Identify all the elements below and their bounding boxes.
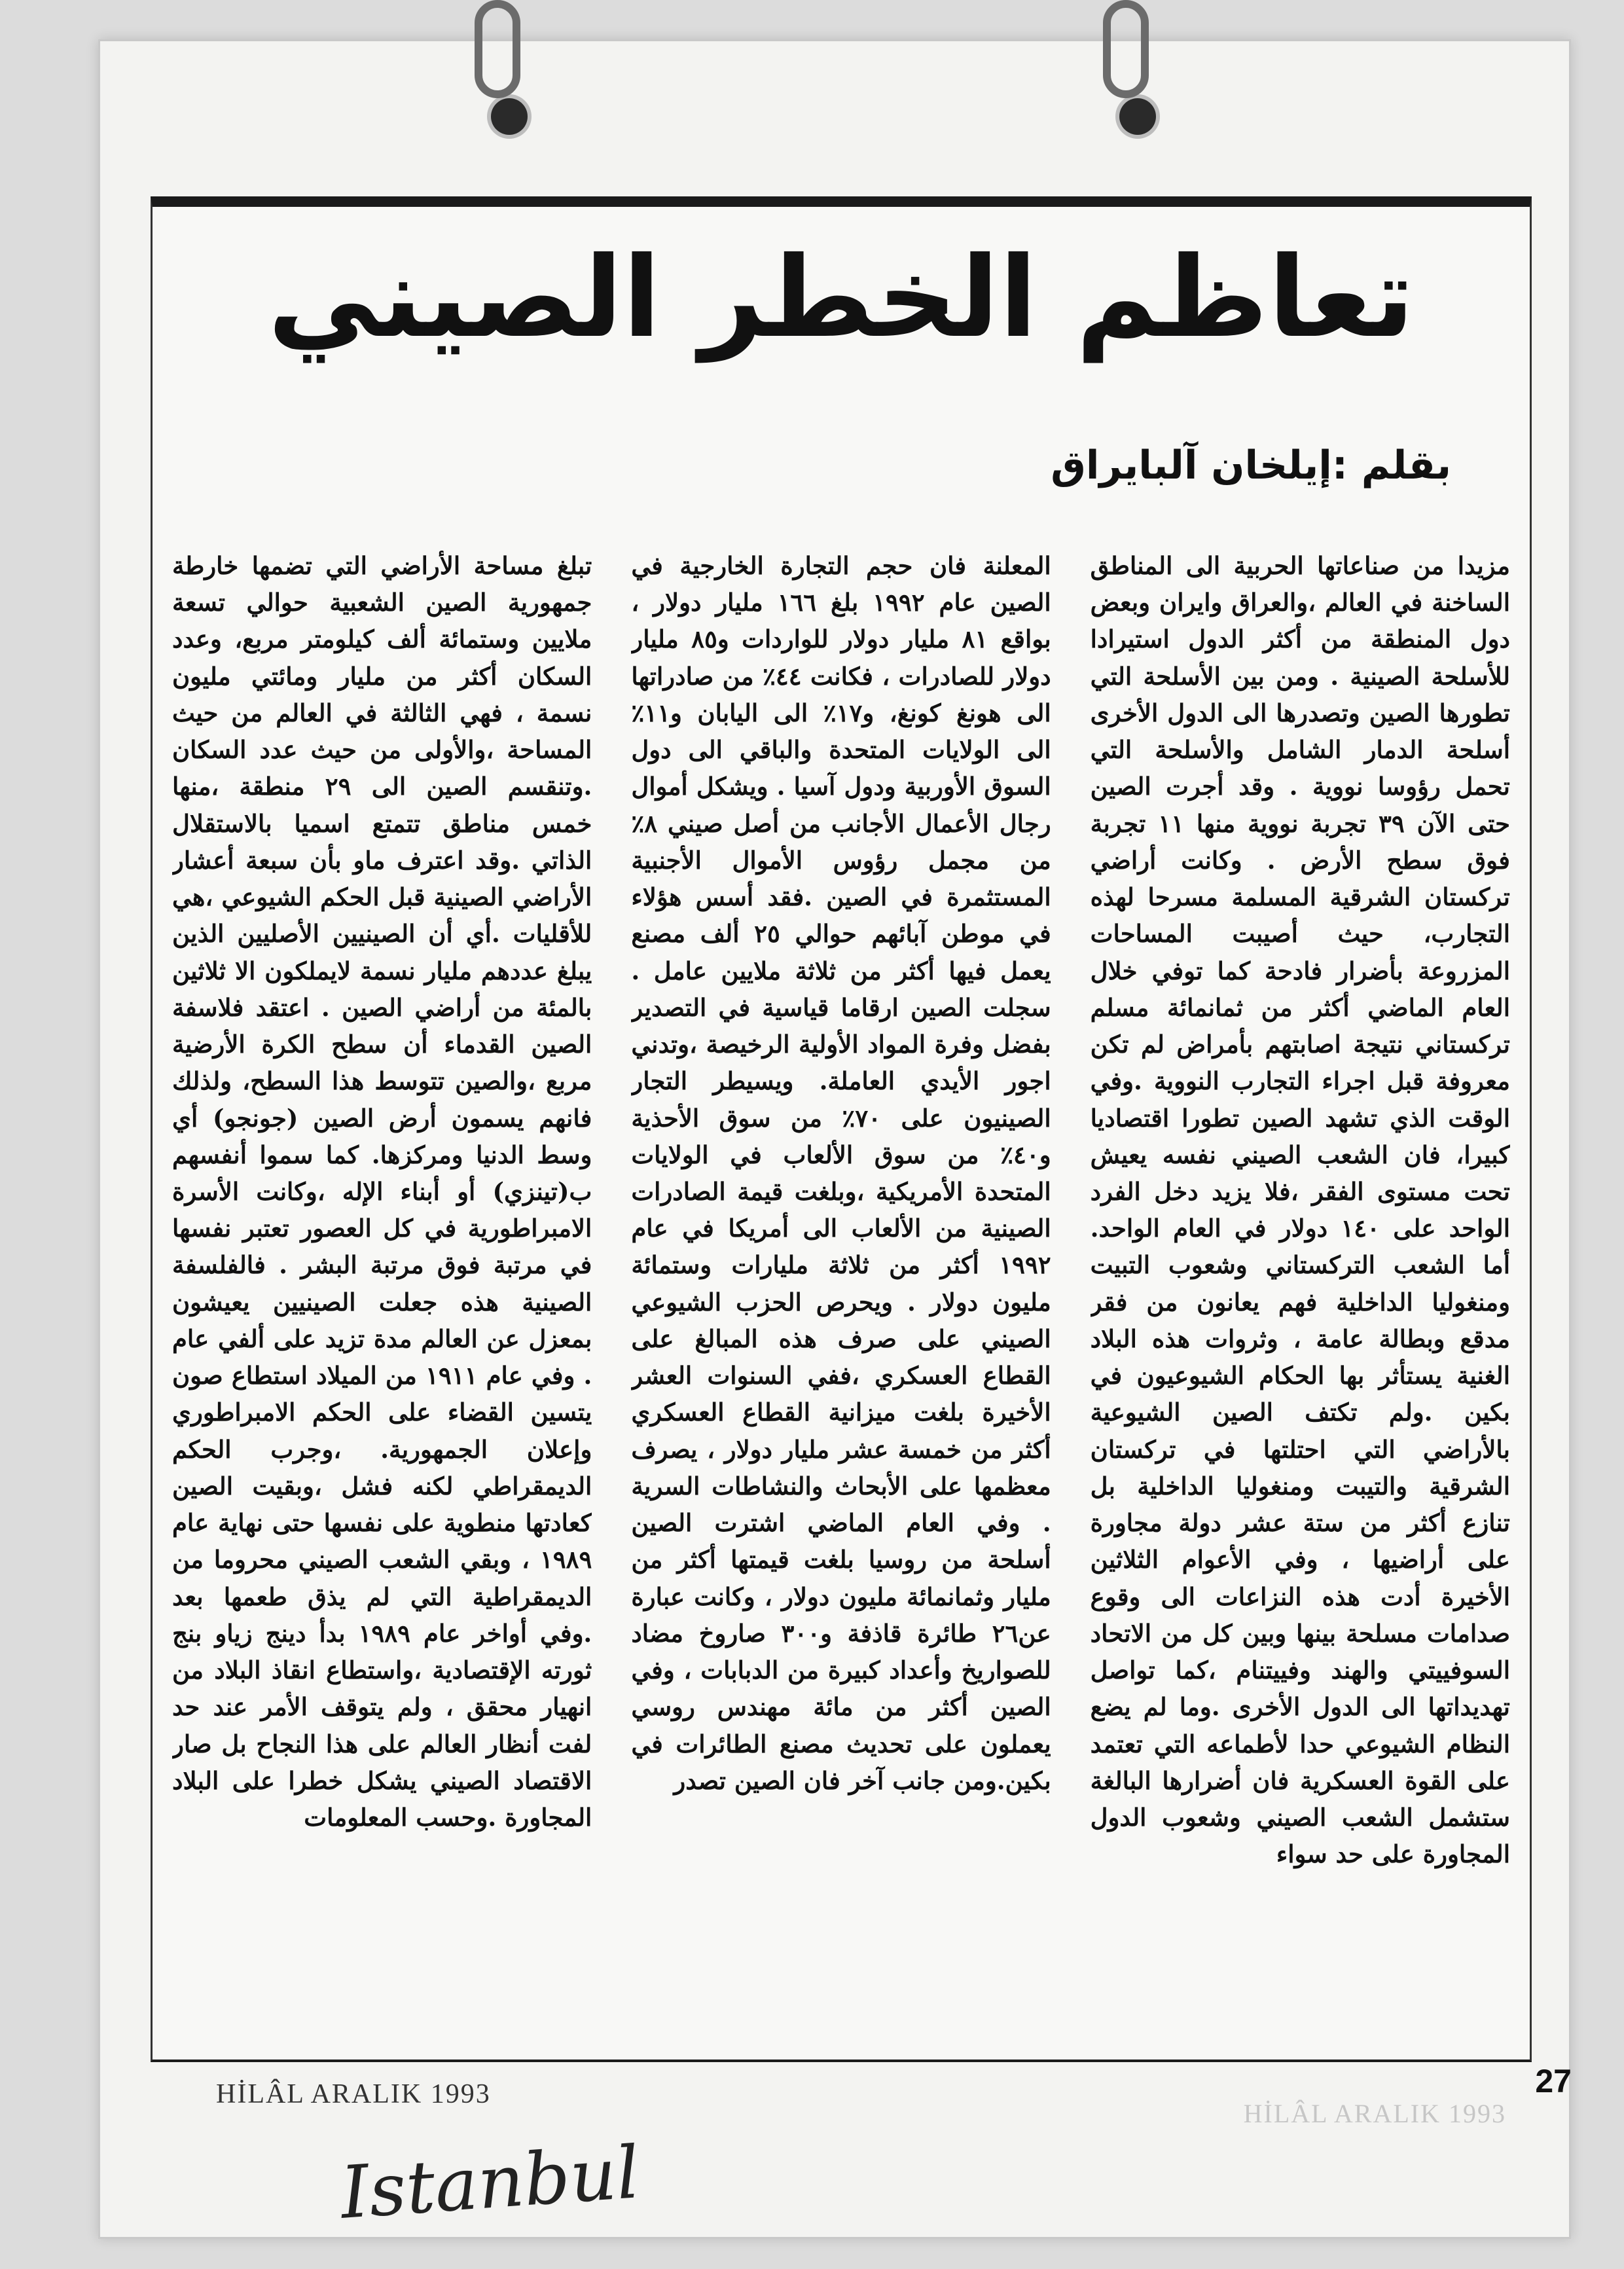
article-columns	[172, 547, 1510, 2040]
article-title: تعاظم الخطر الصيني	[268, 233, 1415, 363]
binder-ring-left	[475, 0, 520, 98]
article-frame	[151, 196, 1532, 2062]
magazine-footer: HİLÂL ARALIK 1993	[216, 2079, 491, 2109]
binder-hole-right	[1119, 98, 1156, 135]
binder-ring-right	[1103, 0, 1149, 98]
article-column-3: مزيدا من صناعاتها الحربية الى المناطق الساخنة في العالم ،والعراق وايران وبعض دول المنطقة من أكثر الدول استيرادا للأسلحة الصينية . ومن بين الأسلحة التي تطورها الصين وتصدرها الى الدول الأخرى أسلحة الدمار الشامل والأسلحة التي تحمل رؤوسا نووية . وقد أجرت الصين حتى الآن ٣٩ تجربة نووية منها ١١ تجربة فوق سطح الأرض . وكانت أراضي تركستان الشرقية المسلمة مسرحا لهذه التجارب، حيث أصيبت المساحات المزروعة بأضرار فادحة كما توفي خلال العام الماضي أكثر من ثمانمائة مسلم تركستاني نتيجة اصابتهم بأمراض لم تكن معروفة قبل اجراء التجارب النووية .وفي الوقت الذي تشهد الصين تطورا اقتصاديا كبيرا، فان الشعب الصيني نفسه يعيش تحت مستوى الفقر ،فلا يزيد دخل الفرد الواحد على ١٤٠ دولار في العام الواحد. أما الشعب التركستاني وشعوب التبيت ومنغوليا الداخلية فهم يعانون من فقر مدقع وبطالة عامة ، وثروات هذه البلاد الغنية يستأثر بها الحكام الشيوعيون في بكين .ولم تكتف الصين الشيوعية بالأراضي التي احتلتها في تركستان الشرقية والتيبت ومنغوليا الداخلية بل تنازع أكثر من ستة عشر دولة مجاورة على أراضيها ، وفي الأعوام الثلاثين الأخيرة أدت هذه النزاعات الى وقوع صدامات مسلحة بينها وبين كل من الاتحاد السوفييتي والهند وفييتنام ،كما تواصل تهديداتها الى الدول الأخرى .وما لم يضع النظام الشيوعي حدا لأطماعه التي تعتمد على القوة العسكرية فان أضرارها البالغة ستشمل الشعب الصيني وشعوب الدول المجاورة على حد سواء	[1090, 551, 1510, 1869]
binder-hole-left	[491, 98, 528, 135]
page-number: 27	[1535, 2063, 1572, 2099]
article-column-2: المعلنة فان حجم التجارة الخارجية في الصين عام ١٩٩٢ بلغ ١٦٦ مليار دولار ، بواقع ٨١ مليار دولار للواردات و٨٥ مليار دولار للصادرات ، فكانت ٤٤٪ من صادراتها الى هونغ كونغ، و١٧٪ الى اليابان و١١٪ الى الولايات المتحدة والباقي الى دول السوق الأوربية ودول آسيا . ويشكل أموال رجال الأعمال الأجانب من أصل صيني ٨٪ من مجمل رؤوس الأموال الأجنبية المستثمرة في الصين .فقد أسس هؤلاء في موطن آبائهم حوالي ٢٥ ألف مصنع يعمل فيها أكثر من ثلاثة ملايين عامل . سجلت الصين ارقاما قياسية في التصدير بفضل وفرة المواد الأولية الرخيصة ،وتدني اجور الأيدي العاملة. ويسيطر التجار الصينيون على ٧٠٪ من سوق الأحذية و٤٠٪ من سوق الألعاب في الولايات المتحدة الأمريكية ،وبلغت قيمة الصادرات الصينية من الألعاب الى أمريكا في عام ١٩٩٢ أكثر من ثلاثة مليارات وستمائة مليون دولار . ويحرص الحزب الشيوعي الصيني على صرف هذه المبالغ على القطاع العسكري ،ففي السنوات العشر الأخيرة بلغت ميزانية القطاع العسكري أكثر من خمسة عشر مليار دولار ، يصرف معظمها على الأبحاث والنشاطات السرية . وفي العام الماضي اشترت الصين أسلحة من روسيا بلغت قيمتها أكثر من مليار وثمانمائة مليون دولار ، وكانت عبارة عن٢٦ طائرة قاذفة و٣٠٠ صاروخ مضاد للصواريخ وأعداد كبيرة من الدبابات ، وفي الصين أكثر من مائة مهندس روسي يعملون على تحديث مصنع الطائرات في بكين.ومن جانب آخر فان الصين تصدر	[631, 551, 1051, 1795]
handwritten-note: Istanbul	[338, 2130, 642, 2235]
magazine-footer-ghost: HİLÂL ARALIK 1993	[1243, 2099, 1506, 2128]
article-byline: بقلم :إيلخان آلبايراق	[1051, 443, 1451, 488]
article-column-1: تبلغ مساحة الأراضي التي تضمها خارطة جمهورية الصين الشعبية حوالي تسعة ملايين وستمائة ألف كيلومتر مربع، وعدد السكان أكثر من مليار ومائتي مليون نسمة ، فهي الثالثة في العالم من حيث المساحة ،والأولى من حيث عدد السكان .وتنقسم الصين الى ٢٩ منطقة ،منها خمس مناطق تتمتع اسميا بالاستقلال الذاتي .وقد اعترف ماو بأن سبعة أعشار الأراضي الصينية قبل الحكم الشيوعي ،هي للأقليات .أي أن الصينيين الأصليين الذين يبلغ عددهم مليار نسمة لايملكون الا ثلاثين بالمئة من أراضي الصين . اعتقد فلاسفة الصين القدماء أن سطح الكرة الأرضية مربع ،والصين تتوسط هذا السطح، ولذلك فانهم يسمون أرض الصين (جونجو) أي وسط الدنيا ومركزها. كما سموا أنفسهم ب(تينزي) أو أبناء الإله ،وكانت الأسرة الامبراطورية في كل العصور تعتبر نفسها في مرتبة فوق مرتبة البشر . فالفلسفة الصينية هذه جعلت الصينيين يعيشون بمعزل عن العالم مدة تزيد على ألفي عام . وفي عام ١٩١١ من الميلاد استطاع صون يتسين القضاء على الحكم الامبراطوري وإعلان الجمهورية. ،وجرب الحكم الديمقراطي لكنه فشل ،وبقيت الصين كعادتها منطوية على نفسها حتى نهاية عام ١٩٨٩ ، وبقي الشعب الصيني محروما من الديمقراطية التي لم يذق طعمها بعد .وفي أواخر عام ١٩٨٩ بدأ دينج زياو بنج ثورته الإقتصادية ،واستطاع انقاذ البلاد من انهيار محقق ، ولم يتوقف الأمر عند حد لفت أنظار العالم على هذا النجاح بل صار الاقتصاد الصيني يشكل خطرا على البلاد المجاورة .وحسب المعلومات	[172, 551, 592, 1832]
